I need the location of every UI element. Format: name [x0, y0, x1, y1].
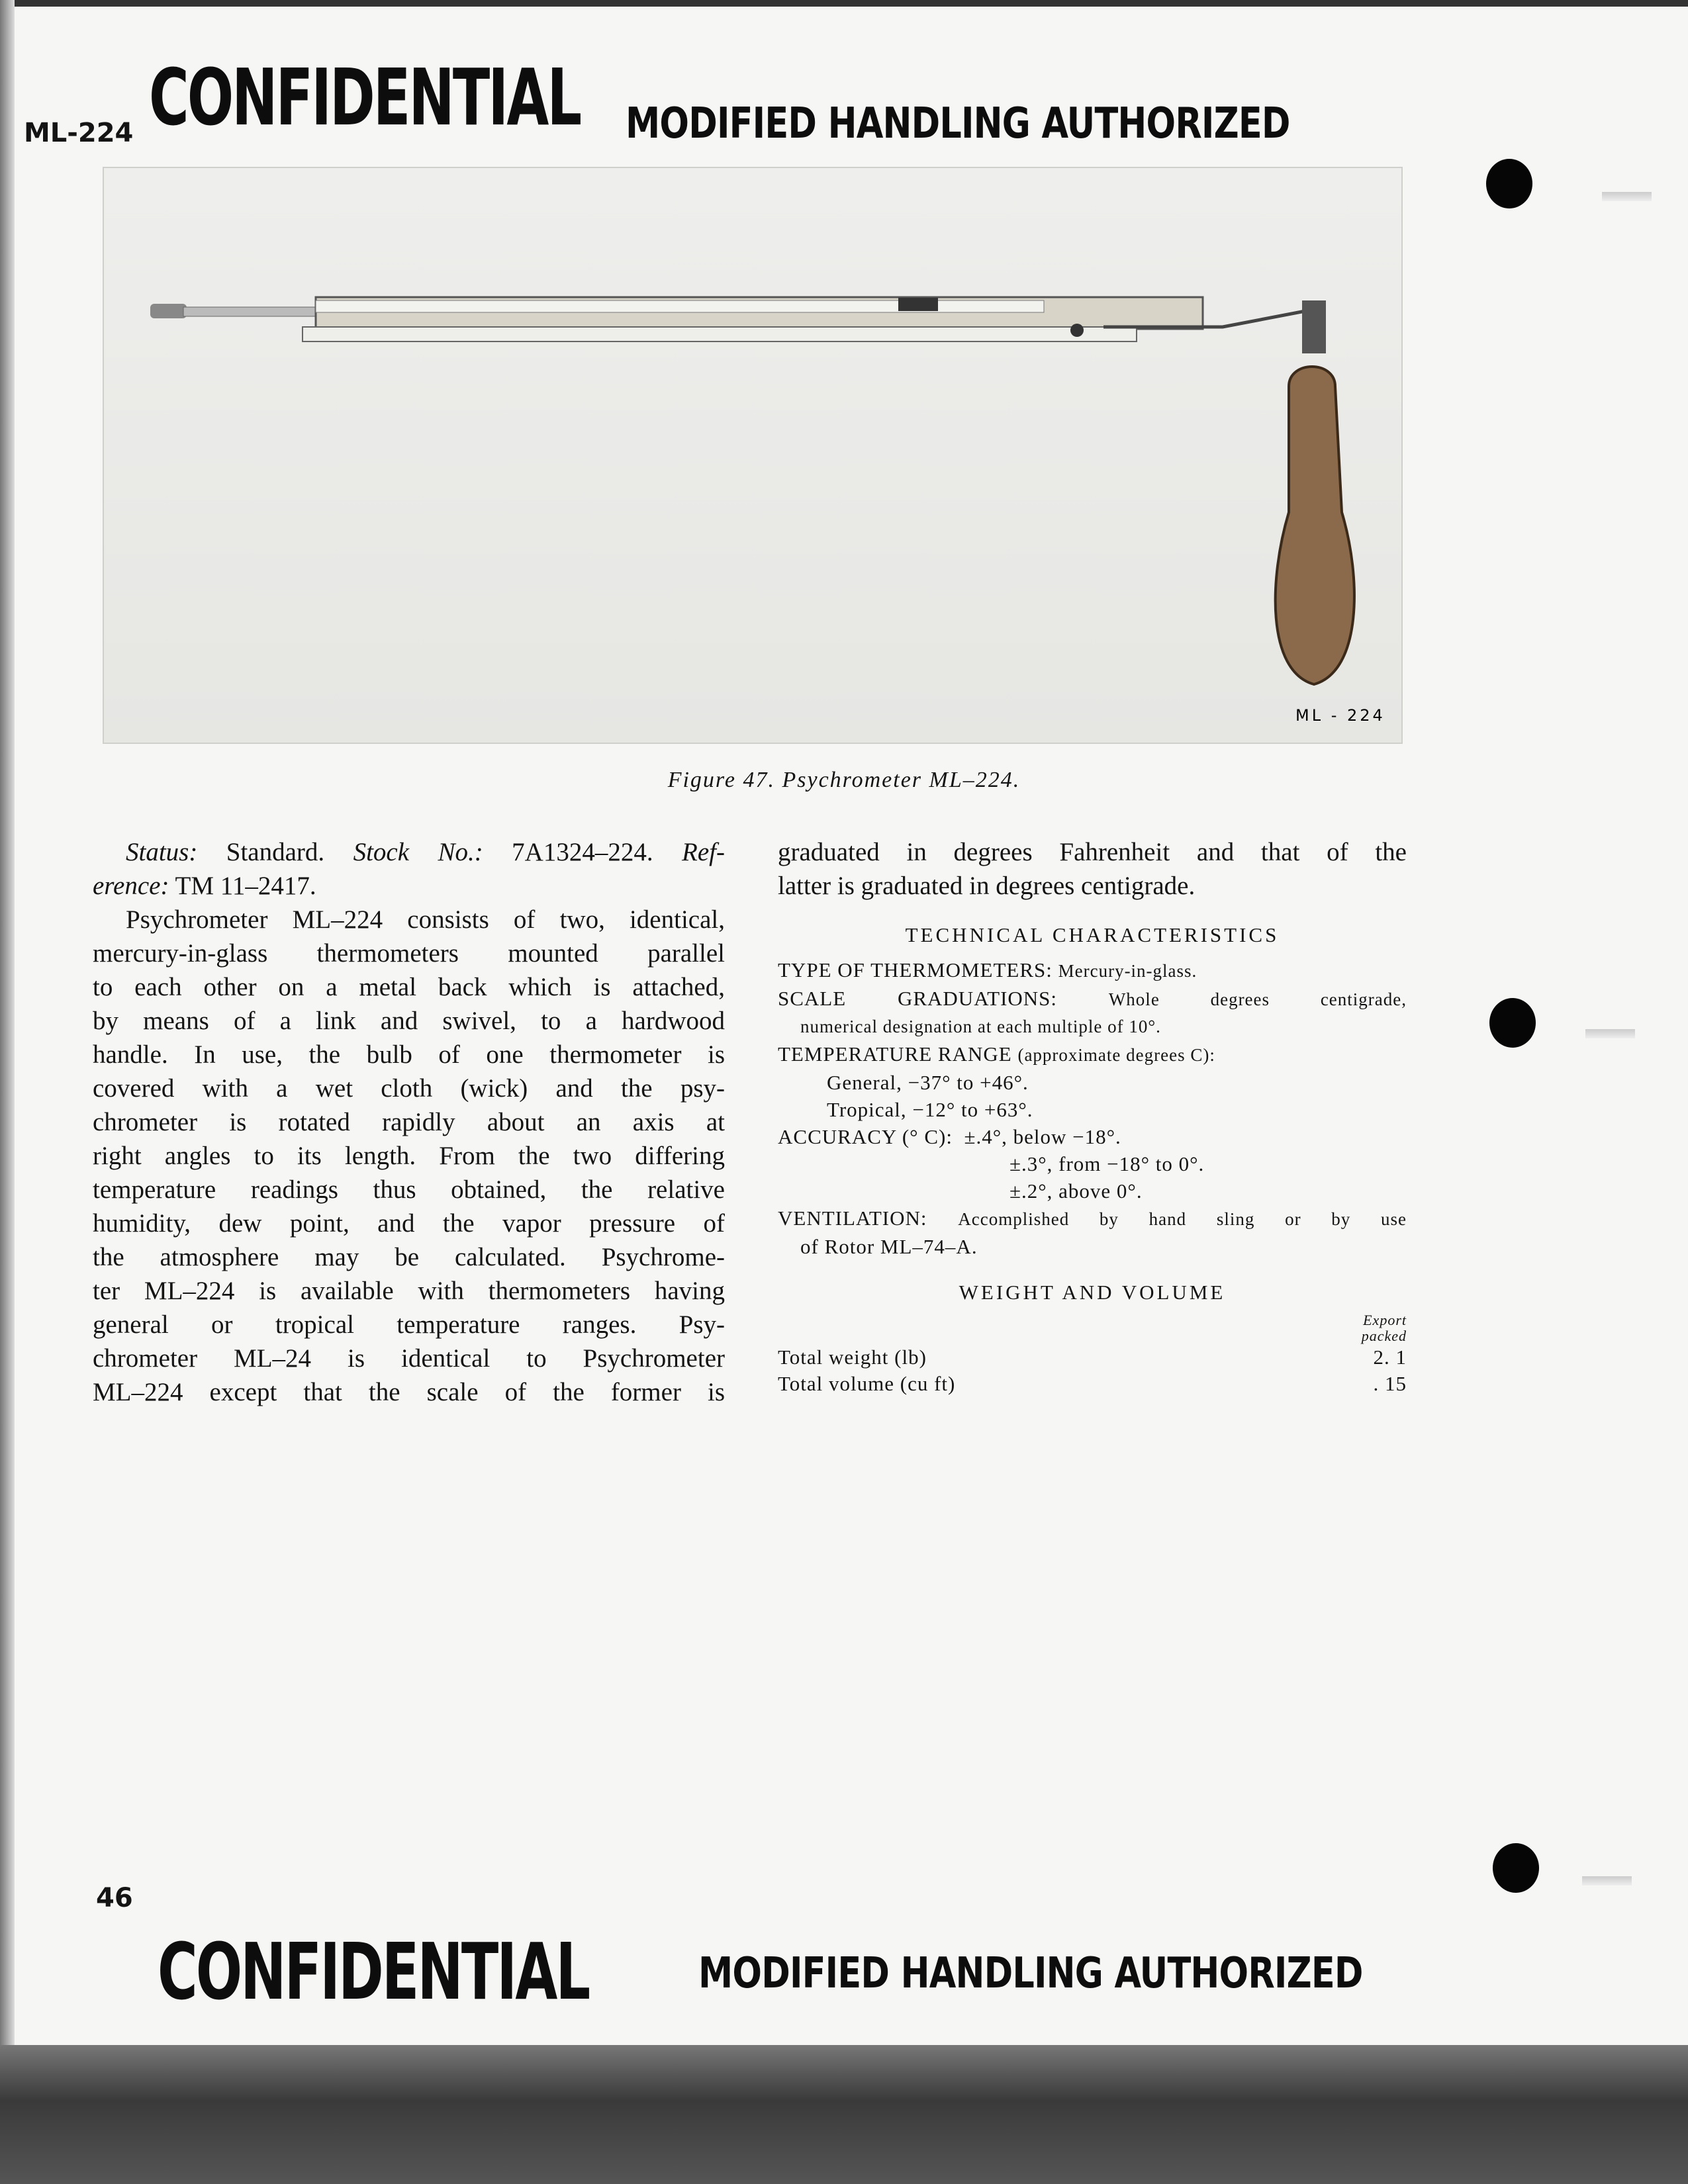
paragraph-line: right angles to its length. From the two differing: [93, 1142, 725, 1170]
column-header: Export packed: [1361, 1312, 1407, 1344]
type-spec: TYPE OF THERMOMETERS: Mercury-in-glass.: [778, 958, 1197, 981]
scan-left-edge: [0, 0, 15, 2052]
ventilation-spec: VENTILATION: Accomplished by hand sling or by use: [778, 1206, 1407, 1230]
paragraph-line: ter ML–224 is available with thermometers having: [93, 1277, 725, 1305]
paragraph-line: temperature readings thus obtained, the relative: [93, 1175, 725, 1204]
punch-hole: [1489, 998, 1536, 1048]
weight-volume-table: [778, 1344, 1407, 1397]
binder-tab: [1582, 1876, 1632, 1886]
row-value: 2. 1: [1373, 1345, 1407, 1369]
ventilation-spec-cont: of Rotor ML–74–A.: [800, 1235, 978, 1258]
right-column: [778, 835, 1407, 1397]
page-number: 46: [96, 1883, 133, 1913]
figure-caption: Figure 47. Psychrometer ML–224.: [667, 768, 1021, 792]
document-code: ML-224: [24, 118, 134, 148]
status-line: Status: Standard. Stock No.: 7A1324–224. Ref-: [126, 838, 725, 866]
paragraph-line: the atmosphere may be calculated. Psychrome-: [93, 1243, 725, 1271]
row-label: Total weight (lb): [778, 1345, 927, 1369]
weight-heading: WEIGHT AND VOLUME: [959, 1281, 1226, 1304]
accuracy-3: ±.2°, above 0°.: [1009, 1179, 1143, 1203]
tech-heading: TECHNICAL CHARACTERISTICS: [905, 923, 1280, 946]
table-row: [778, 1344, 1407, 1371]
range-spec: TEMPERATURE RANGE (approximate degrees C):: [778, 1042, 1215, 1066]
punch-hole: [1486, 159, 1532, 208]
photo-label: ML - 224: [1295, 706, 1385, 725]
handling-stamp-top: MODIFIED HANDLING AUTHORIZED: [626, 99, 1290, 148]
left-column: [93, 835, 725, 1409]
paragraph-line: chrometer is rotated rapidly about an axis at: [93, 1108, 725, 1136]
classification-stamp-top: CONFIDENTIAL: [149, 52, 581, 143]
psychrometer-illustration: [104, 168, 1401, 743]
reference-line: erence: TM 11–2417.: [93, 872, 316, 900]
paragraph-line: Psychrometer ML–224 consists of two, identical,: [126, 905, 725, 934]
paragraph-line: by means of a link and swivel, to a hardwood: [93, 1007, 725, 1035]
paragraph-line: to each other on a metal back which is attached,: [93, 973, 725, 1001]
wick-bulb: [150, 304, 187, 318]
scale-spec: SCALE GRADUATIONS: Whole degrees centigrade,: [778, 987, 1407, 1010]
hardwood-handle: [1276, 367, 1354, 684]
continuation-line: latter is graduated in degrees centigrade.: [778, 872, 1196, 900]
paragraph-line: humidity, dew point, and the vapor pressure of: [93, 1209, 725, 1238]
classification-stamp-bottom: CONFIDENTIAL: [158, 1926, 589, 2017]
continuation-line: graduated in degrees Fahrenheit and that of the: [778, 838, 1407, 866]
range-tropical: Tropical, −12° to +63°.: [827, 1098, 1033, 1121]
thermometer: [303, 327, 1137, 341]
scan-bottom-edge: [0, 2045, 1688, 2184]
paragraph-line: general or tropical temperature ranges. Psy-: [93, 1310, 725, 1339]
punch-hole: [1493, 1843, 1539, 1893]
paragraph-line: ML–224 except that the scale of the former is: [93, 1378, 725, 1406]
description-paragraph: [93, 903, 725, 1409]
accuracy-2: ±.3°, from −18° to 0°.: [1009, 1152, 1205, 1175]
table-row: [778, 1371, 1407, 1397]
accuracy-spec: ACCURACY (° C): ±.4°, below −18°.: [778, 1125, 1121, 1148]
scan-top-edge: [0, 0, 1688, 7]
paragraph-line: mercury-in-glass thermometers mounted parallel: [93, 939, 725, 968]
scale-spec-cont: numerical designation at each multiple of 10°.: [800, 1017, 1161, 1036]
binder-tab: [1602, 192, 1652, 201]
handling-stamp-bottom: MODIFIED HANDLING AUTHORIZED: [698, 1949, 1363, 1998]
row-label: Total volume (cu ft): [778, 1372, 956, 1395]
row-value: . 15: [1373, 1372, 1407, 1395]
paragraph-line: handle. In use, the bulb of one thermometer is: [93, 1040, 725, 1069]
range-general: General, −37° to +46°.: [827, 1071, 1029, 1094]
figure-photo: [103, 167, 1403, 744]
paragraph-line: chrometer ML–24 is identical to Psychrometer: [93, 1344, 725, 1373]
binder-tab: [1585, 1029, 1635, 1038]
paragraph-line: covered with a wet cloth (wick) and the psy-: [93, 1074, 725, 1103]
